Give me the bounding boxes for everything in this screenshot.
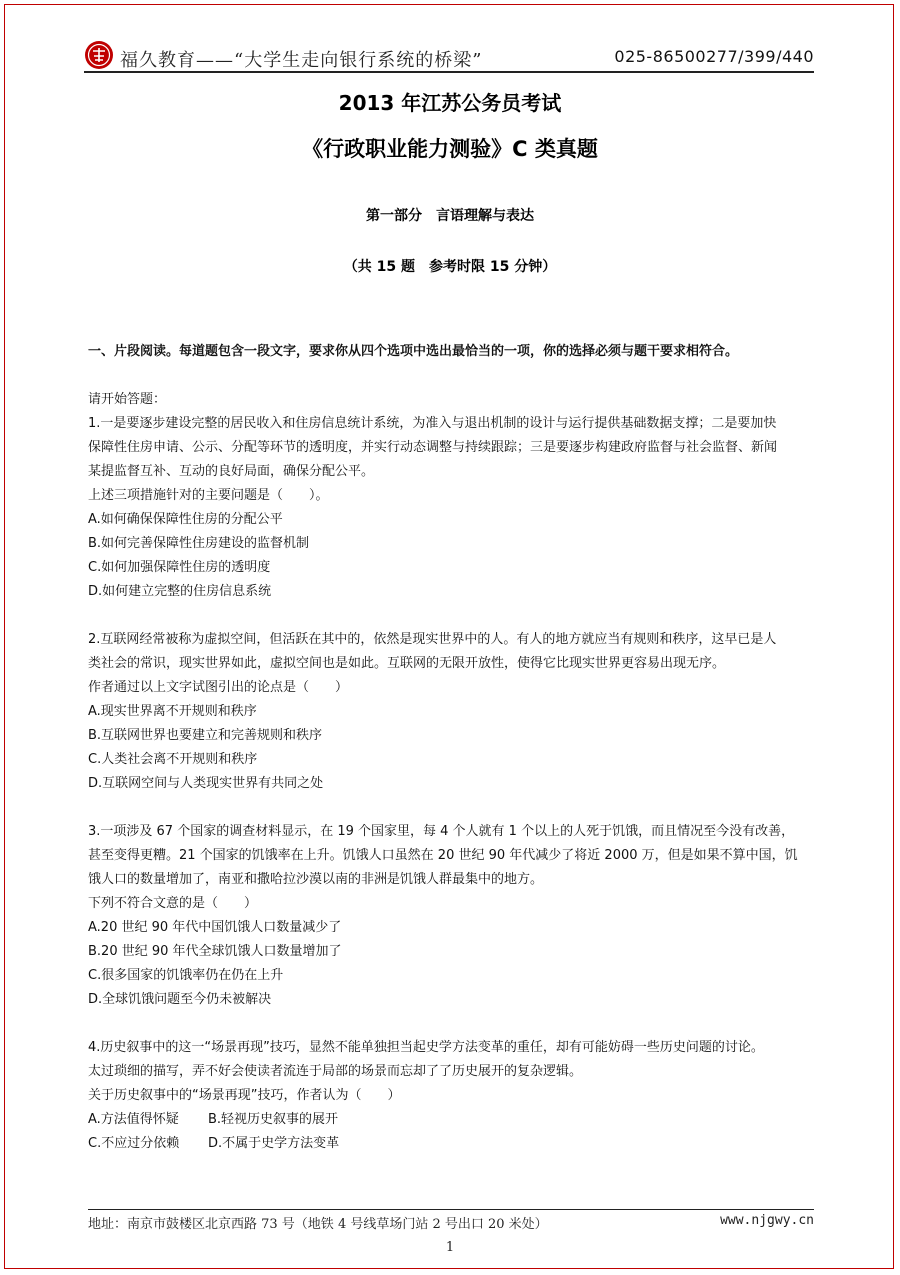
passage-line: 保障性住房申请、公示、分配等环节的透明度，并实行动态调整与持续跟踪；三是要逐步构建政府监督与社会监督、新闻 (88, 440, 778, 455)
instruction-text: 一、片段阅读。每道题包含一段文字，要求你从四个选项中选出最恰当的一项，你的选择必须与题干要求相符合。 (88, 344, 739, 359)
header-slogan: 福久教育——“大学生走向银行系统的桥梁” (120, 50, 483, 71)
passage-line: 类社会的常识，现实世界如此，虚拟空间也是如此。互联网的无限开放性，使得它比现实世界更容易出现无序。 (88, 656, 726, 671)
passage-line: 1.一是要逐步建设完整的居民收入和住房信息统计系统，为准入与退出机制的设计与运行提供基础数据支撑；二是要加快 (88, 416, 777, 431)
footer-website[interactable]: www.njgwy.cn (720, 1213, 814, 1228)
option-a: A.如何确保保障性住房的分配公平 (88, 512, 283, 527)
fujiu-logo-icon (84, 40, 114, 70)
passage-line: 3.一项涉及 67 个国家的调查材料显示，在 19 个国家里，每 4 个人就有 1 个以上的人死于饥饿，而且情况至今没有改善， (88, 824, 795, 839)
footer-address: 地址：南京市鼓楼区北京西路 73 号（地铁 4 号线草场门站 2 号出口 20 米处） (88, 1217, 548, 1232)
question-3 (88, 820, 814, 1012)
doc-title: 2013 年江苏公务员考试 (338, 91, 562, 115)
passage-line: 饿人口的数量增加了，南亚和撒哈拉沙漠以南的非洲是饥饿人群最集中的地方。 (88, 872, 544, 887)
question-2 (88, 628, 814, 796)
passage-line: 2.互联网经常被称为虚拟空间，但活跃在其中的，依然是现实世界中的人。有人的地方就应当有规则和秩序，这早已是人 (88, 632, 777, 647)
question-4 (88, 1036, 814, 1156)
passage-line: 某提监督互补、互动的良好局面，确保分配公平。 (88, 464, 375, 479)
option-b: B.互联网世界也要建立和完善规则和秩序 (88, 728, 323, 743)
option-c: C.如何加强保障性住房的透明度 (88, 560, 271, 575)
option-a: A.方法值得怀疑 (88, 1112, 179, 1127)
option-c: C.很多国家的饥饿率仍在仍在上升 (88, 968, 284, 983)
section-info: （共 15 题 参考时限 15 分钟） (343, 259, 557, 275)
option-b: B.如何完善保障性住房建设的监督机制 (88, 536, 310, 551)
option-c: C.人类社会离不开规则和秩序 (88, 752, 258, 767)
start-text: 请开始答题： (88, 392, 167, 407)
option-row (88, 1108, 814, 1132)
question-stem: 作者通过以上文字试图引出的论点是（ ） (88, 680, 349, 695)
option-d: D.不属于史学方法变革 (208, 1136, 340, 1151)
page-header (84, 40, 814, 74)
option-d: D.互联网空间与人类现实世界有共同之处 (88, 776, 324, 791)
passage-line: 4.历史叙事中的这一“场景再现”技巧，显然不能单独担当起史学方法变革的重任，却有可能妨碍一些历史问题的讨论。 (88, 1040, 764, 1055)
page-number: 1 (445, 1240, 455, 1255)
question-stem: 下列不符合文意的是（ ） (88, 896, 258, 911)
option-d: D.全球饥饿问题至今仍未被解决 (88, 992, 272, 1007)
option-a: A.20 世纪 90 年代中国饥饿人口数量减少了 (88, 920, 342, 935)
question-1 (88, 412, 814, 604)
section-heading: 第一部分 言语理解与表达 (366, 208, 534, 224)
passage-line: 太过琐细的描写，弄不好会使读者流连于局部的场景而忘却了了历史展开的复杂逻辑。 (88, 1064, 583, 1079)
passage-line: 甚至变得更糟。21 个国家的饥饿率在上升。饥饿人口虽然在 20 世纪 90 年代减少了将近 2000 万，但是如果不算中国，饥 (88, 848, 798, 863)
question-stem: 关于历史叙事中的“场景再现”技巧，作者认为（ ） (88, 1088, 401, 1103)
option-row (88, 1132, 814, 1156)
question-stem: 上述三项措施针对的主要问题是（ ）。 (88, 488, 329, 503)
footer-divider (88, 1209, 814, 1210)
option-b: B.20 世纪 90 年代全球饥饿人口数量增加了 (88, 944, 342, 959)
header-divider (84, 71, 814, 73)
option-b: B.轻视历史叙事的展开 (208, 1112, 339, 1127)
doc-subtitle: 《行政职业能力测验》C 类真题 (302, 137, 598, 161)
exam-content (88, 340, 814, 1180)
option-a: A.现实世界离不开规则和秩序 (88, 704, 257, 719)
option-d: D.如何建立完整的住房信息系统 (88, 584, 272, 599)
header-phone: 025-86500277/399/440 (614, 47, 814, 66)
option-c: C.不应过分依赖 (88, 1136, 180, 1151)
